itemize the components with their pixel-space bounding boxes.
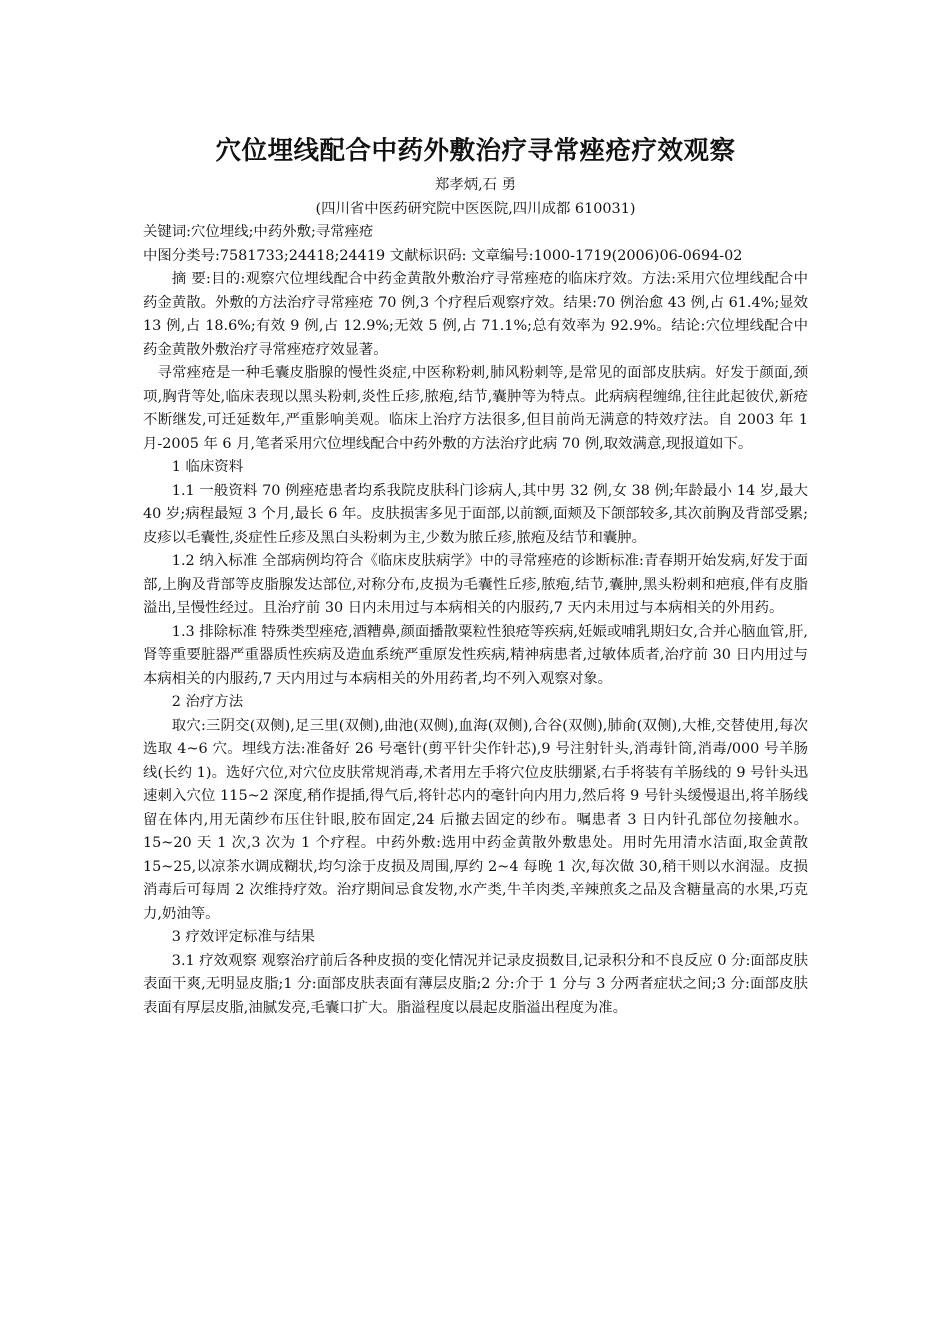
paper-title: 穴位埋线配合中药外敷治疗寻常痤疮疗效观察 xyxy=(215,136,736,166)
section-heading-2: 2 治疗方法 xyxy=(171,694,244,710)
paragraph-1-2: 1.2 纳入标准 全部病例均符合《临床皮肤病学》中的寻常痤疮的诊断标准:青春期开始发病,好发于面部,上胸及背部等皮脂腺发达部位,对称分布,皮损为毛囊性丘疹,脓疱,结节,囊肿,黑头粉刺和疤痕,伴有皮脂溢出,呈慢性经过。且治疗前 30 日内未用过与本病相关的内服药,7 天内未用过与本病相关的外用药。 xyxy=(143,553,808,616)
classification-line: 中图分类号:7581733;24418;24419 文献标识码: 文章编号:1000-1719(2006)06-0694-02 xyxy=(143,247,743,264)
authors: 郑孝炳,石 勇 xyxy=(434,177,517,193)
paragraph-2: 取穴:三阴交(双侧),足三里(双侧),曲池(双侧),血海(双侧),合谷(双侧),肺俞(双侧),大椎,交替使用,每次选取 4~6 穴。埋线方法:准备好 26 号毫针(剪平针尖作针芯),9 号注射针头,消毒针筒,消毒/000 号羊肠线(长约 1)。选好穴位,对穴位皮肤常规消毒,术者用左手将穴位皮肤绷紧,右手将装有羊肠线的 9 号针头迅速刺入穴位 115~2 深度,稍作提插,得气后,将针芯内的毫针向内用力,然后将 9 号针头缓慢退出,将羊肠线留在体内,用无菌纱布压住针眼,胶布固定,24 后撤去固定的纱布。嘱患者 3 日内针孔部位勿接触水。15~20 天 1 次,3 次为 1 个疗程。中药外敷:选用中药金黄散外敷患处。用时先用清水洁面,取金黄散 15~25,以凉茶水调成糊状,均匀涂于皮损及周围,厚约 2~4 每晚 1 次,每次做 30,稍干则以水润湿。皮损消毒后可每周 2 次维持疗效。治疗期间忌食发物,水产类,牛羊肉类,辛辣煎炙之品及含糖量高的水果,巧克力,奶油等。 xyxy=(143,717,808,922)
section-heading-1: 1 临床资料 xyxy=(171,459,244,475)
paragraph-1-1: 1.1 一般资料 70 例痤疮患者均系我院皮肤科门诊病人,其中男 32 例,女 38 例;年龄最小 14 岁,最大 40 岁;病程最短 3 个月,最长 6 年。皮肤损害多见于面部,以前额,面颊及下颌部较多,其次前胸及背部受累;皮疹以毛囊性,炎症性丘疹及黑白头粉刺为主,少数为脓丘疹,脓疱及结节和囊肿。 xyxy=(143,482,808,546)
paragraph-3-1: 3.1 疗效观察 观察治疗前后各种皮损的变化情况并记录皮损数目,记录积分和不良反应 0 分:面部皮肤表面干爽,无明显皮脂;1 分:面部皮肤表面有薄层皮脂;2 分:介于 1 分与 3 分两者症状之间;3 分:面部皮肤表面有厚层皮脂,油腻发亮,毛囊口扩大。脂溢程度以晨起皮脂溢出程度为准。 xyxy=(143,952,808,1016)
intro-paragraph: 寻常痤疮是一种毛囊皮脂腺的慢性炎症,中医称粉刺,肺风粉刺等,是常见的面部皮肤病。好发于颜面,颈项,胸背等处,临床表现以黑头粉刺,炎性丘疹,脓疱,结节,囊肿等为特点。此病病程缠绵,往往此起彼伏,新疮不断继发,可迁延数年,严重影响美观。临床上治疗方法很多,但目前尚无满意的特效疗法。自 2003 年 1 月-2005 年 6 月,笔者采用穴位埋线配合中药外敷的方法治疗此病 70 例,取效满意,现报道如下。 xyxy=(143,365,808,452)
section-heading-3: 3 疗效评定标准与结果 xyxy=(171,929,316,945)
keywords: 关键词:穴位埋线;中药外敷;寻常痤疮 xyxy=(143,224,374,240)
paragraph-1-3: 1.3 排除标准 特殊类型痤疮,酒糟鼻,颜面播散粟粒性狼疮等疾病,妊娠或哺乳期妇女,合并心脑血管,肝, 肾等重要脏器严重器质性疾病及造血系统严重原发性疾病,精神病患者,过敏体质者,治疗前 30 日内用过与本病相关的内服药,7 天内用过与本病相关的外用药者,均不列入观察对象。 xyxy=(143,623,808,687)
affiliation: (四川省中医药研究院中医医院,四川成都 610031) xyxy=(315,200,636,217)
abstract: 摘 要:目的:观察穴位埋线配合中药金黄散外敷治疗寻常痤疮的临床疗效。方法:采用穴位埋线配合中药金黄散。外敷的方法治疗寻常痤疮 70 例,3 个疗程后观察疗效。结果:70 例治愈 43 例,占 61.4%;显效 13 例,占 18.6%;有效 9 例,占 12.9%;无效 5 例,占 71.1%;总有效率为 92.9%。结论:穴位埋线配合中药金黄散外敷治疗寻常痤疮疗效显著。 xyxy=(143,271,808,358)
document-page xyxy=(143,128,808,1020)
